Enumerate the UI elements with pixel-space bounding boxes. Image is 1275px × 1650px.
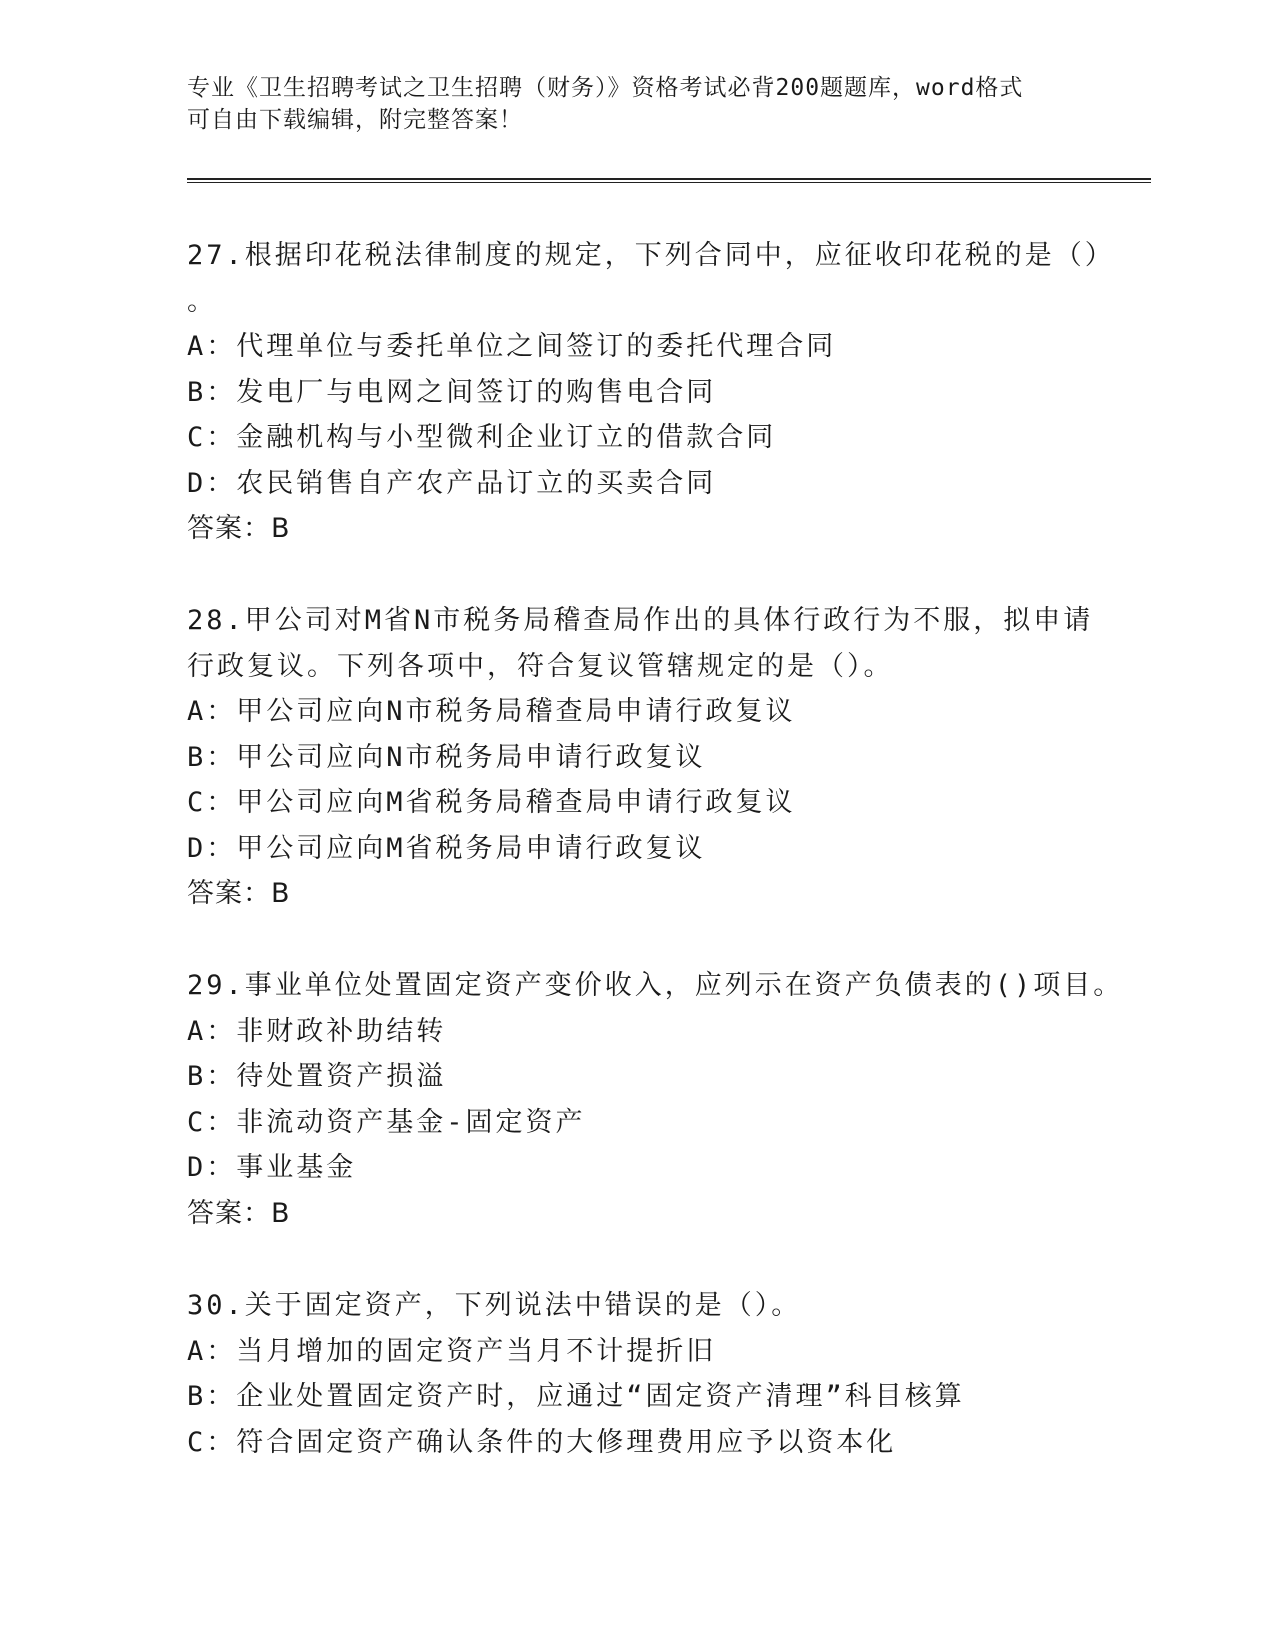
document-header [187,72,1087,136]
option-c: C：符合固定资产确认条件的大修理费用应予以资本化 [187,1426,897,1458]
option-d: D：农民销售自产农产品订立的买卖合同 [187,467,717,499]
option-b: B：甲公司应向N市税务局申请行政复议 [187,741,706,773]
question-30 [187,1283,1087,1465]
option-c: C：金融机构与小型微利企业订立的借款合同 [187,422,777,453]
question-28 [187,598,1094,917]
question-stem-line: 29.事业单位处置固定资产变价收入，应列示在资产负债表的()项目。 [187,970,1124,1001]
question-stem-line: 。 [187,285,217,317]
answer-line: 答案：B [187,1197,291,1229]
option-a: A：非财政补助结转 [187,1015,447,1047]
header-divider-thick [187,178,1151,180]
option-a: A：当月增加的固定资产当月不计提折旧 [187,1335,717,1367]
question-27 [187,233,1115,552]
question-stem-line: 行政复议。下列各项中，符合复议管辖规定的是（）。 [187,650,894,682]
option-c: C：非流动资产基金-固定资产 [187,1106,586,1138]
question-stem-line: 27.根据印花税法律制度的规定，下列合同中，应征收印花税的是（） [187,240,1115,271]
header-line-2: 可自由下载编辑，附完整答案！ [187,107,523,133]
header-line-1: 专业《卫生招聘考试之卫生招聘（财务）》资格考试必背200题题库，word格式 [187,75,1024,101]
option-b: B：企业处置固定资产时，应通过“固定资产清理”科目核算 [187,1381,965,1412]
option-b: B：待处置资产损溢 [187,1061,447,1092]
answer-line: 答案：B [187,878,291,909]
option-d: D：事业基金 [187,1152,357,1183]
option-b: B：发电厂与电网之间签订的购售电合同 [187,376,717,408]
option-a: A：甲公司应向N市税务局稽查局申请行政复议 [187,696,796,727]
question-stem-line: 30.关于固定资产，下列说法中错误的是（）。 [187,1290,802,1321]
option-a: A：代理单位与委托单位之间签订的委托代理合同 [187,331,837,362]
question-stem-line: 28.甲公司对M省N市税务局稽查局作出的具体行政行为不服，拟申请 [187,605,1094,636]
question-29 [187,963,1124,1236]
answer-line: 答案：B [187,513,291,544]
option-c: C：甲公司应向M省税务局稽查局申请行政复议 [187,787,796,818]
header-divider-thin [187,182,1151,183]
option-d: D：甲公司应向M省税务局申请行政复议 [187,832,706,864]
